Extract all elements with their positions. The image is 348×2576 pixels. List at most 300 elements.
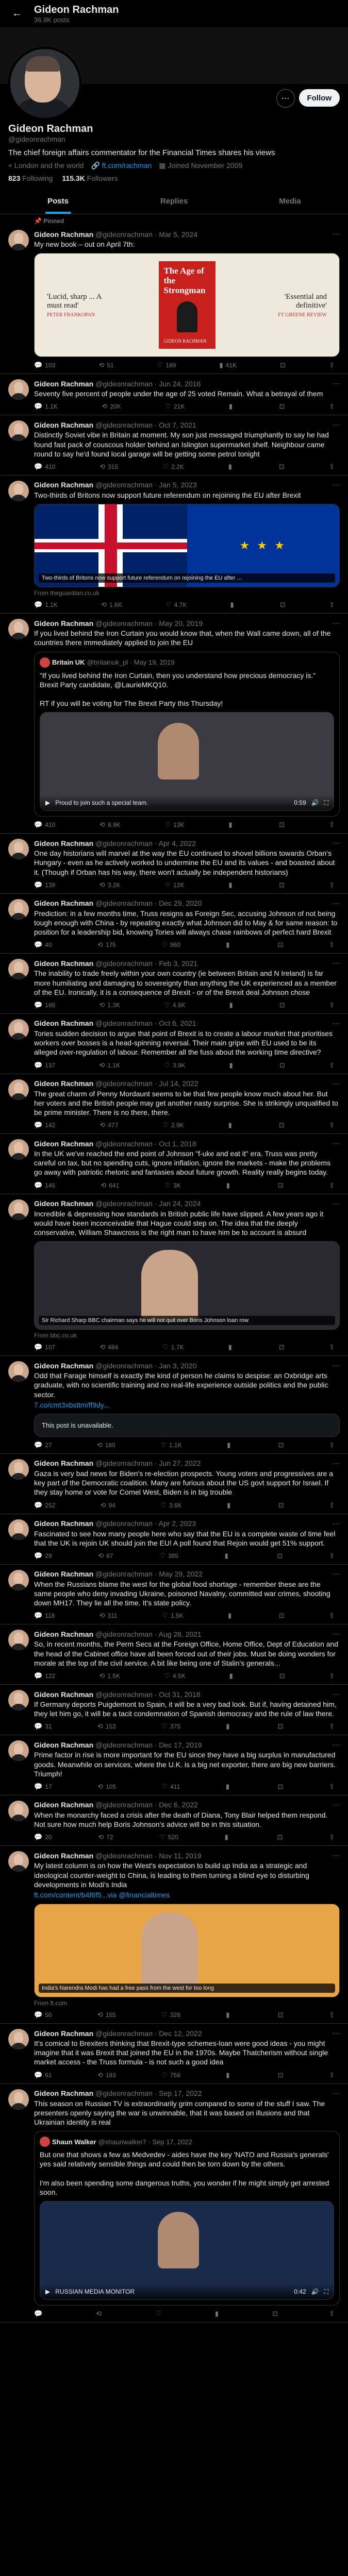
tweet-body	[34, 2089, 340, 2318]
repost-button[interactable]	[98, 1833, 113, 1841]
share-button[interactable]	[329, 941, 335, 949]
tweet-handle-date: @gideonrachman · Jun 24, 2016	[95, 379, 201, 388]
tweet-actions	[34, 1501, 340, 1510]
like-count: 520	[168, 1834, 178, 1841]
link-card-image[interactable]	[34, 1904, 340, 1997]
share-button[interactable]	[329, 601, 335, 609]
bookmark-button[interactable]	[279, 1061, 285, 1070]
like-button[interactable]	[164, 1181, 180, 1190]
share-button[interactable]	[329, 1501, 335, 1510]
book-right-attr: FT GREENE REVIEW	[278, 312, 327, 318]
reply-button[interactable]	[34, 1501, 55, 1510]
tweet[interactable]	[0, 225, 348, 374]
share-button[interactable]	[329, 463, 335, 471]
tweet-link[interactable]: 7.co/cmt3xbsttm/ff9dy...	[34, 1400, 110, 1409]
share-button[interactable]	[329, 1833, 335, 1841]
bookmark-button[interactable]	[280, 361, 286, 369]
tweet[interactable]	[0, 1685, 348, 1735]
tweet-avatar[interactable]	[8, 1519, 29, 1540]
bookmark-icon: ⊡	[278, 1501, 284, 1509]
bookmark-button[interactable]	[278, 2071, 284, 2079]
repost-button[interactable]	[97, 941, 116, 949]
views-button[interactable]	[226, 2071, 232, 2079]
more-icon[interactable]: ⋯	[333, 2029, 340, 2038]
views-button[interactable]	[230, 601, 237, 609]
bookmark-button[interactable]	[279, 1343, 285, 1351]
tweet-avatar[interactable]	[8, 1459, 29, 1480]
repost-button[interactable]	[101, 1501, 115, 1510]
reply-button[interactable]	[34, 1722, 52, 1731]
tweet-avatar[interactable]	[8, 1630, 29, 1650]
photo-subject	[141, 1912, 198, 1990]
like-button[interactable]	[164, 1001, 185, 1009]
tweet-avatar[interactable]	[8, 1139, 29, 1160]
tweet[interactable]	[0, 415, 348, 476]
like-button[interactable]	[160, 1441, 181, 1449]
repost-button[interactable]	[99, 1001, 120, 1009]
bookmark-button[interactable]	[278, 1501, 284, 1510]
tweet-body	[34, 959, 340, 1009]
views-button[interactable]	[226, 1181, 233, 1190]
tweet-author-name[interactable]: Gideon Rachman	[34, 379, 94, 388]
more-icon[interactable]: ⋯	[333, 1079, 340, 1088]
bookmark-button[interactable]	[279, 1001, 285, 1009]
like-button[interactable]	[162, 1343, 184, 1351]
location-text: London and the world	[14, 161, 84, 170]
tweet-avatar[interactable]	[8, 1740, 29, 1761]
bookmark-button[interactable]	[279, 463, 285, 471]
tweet[interactable]	[0, 1846, 348, 2024]
views-button[interactable]	[228, 463, 235, 471]
views-button[interactable]	[219, 361, 237, 369]
repost-button[interactable]	[101, 601, 122, 609]
more-icon[interactable]: ⋯	[333, 1459, 340, 1467]
share-button[interactable]	[329, 2011, 335, 2019]
more-icon[interactable]: ⋯	[333, 1690, 340, 1698]
repost-button[interactable]	[97, 2011, 116, 2019]
bookmark-button[interactable]	[272, 2310, 278, 2318]
reply-count: 139	[45, 881, 56, 889]
tweet-author-name[interactable]: Gideon Rachman	[34, 481, 94, 489]
share-button[interactable]	[329, 1343, 335, 1351]
repost-button[interactable]	[98, 361, 113, 369]
bookmark-button[interactable]	[279, 1672, 285, 1680]
tweet-link[interactable]: ft.com/content/b4f6f5...via @financialtimes	[34, 1890, 170, 1899]
book-title: The Age of the Strongman	[163, 266, 206, 295]
reply-button[interactable]	[34, 1783, 52, 1791]
like-button[interactable]	[162, 1121, 184, 1129]
tweet-text: If you lived behind the Iron Curtain you would know that, when the Wall came down, all of the countries there immediately applied to join the EU	[34, 629, 331, 647]
views-button[interactable]	[228, 1343, 235, 1351]
bookmark-button[interactable]	[279, 881, 285, 889]
reply-button[interactable]	[34, 2071, 52, 2079]
tweet-author-name[interactable]: Gideon Rachman	[34, 619, 94, 628]
views-button[interactable]	[228, 1612, 234, 1620]
views-button[interactable]	[226, 1783, 232, 1791]
like-button[interactable]	[164, 1061, 185, 1070]
website-link[interactable]: ft.com/rachman	[102, 161, 152, 170]
tweet[interactable]	[0, 1074, 348, 1134]
more-icon[interactable]: ⋯	[333, 839, 340, 848]
bookmark-button[interactable]	[278, 1783, 284, 1791]
more-icon[interactable]: ⋯	[333, 1139, 340, 1148]
share-button[interactable]	[329, 1722, 335, 1731]
more-icon[interactable]: ⋯	[333, 1630, 340, 1638]
tweet-avatar[interactable]	[8, 839, 29, 859]
bookmark-button[interactable]	[278, 941, 284, 949]
tweet-avatar[interactable]	[8, 420, 29, 441]
share-button[interactable]	[329, 2310, 335, 2318]
reply-button[interactable]	[34, 402, 58, 411]
arrow-left-icon[interactable]: ←	[12, 8, 22, 19]
bookmark-button[interactable]	[277, 1833, 283, 1841]
tab-posts[interactable]: Posts	[0, 189, 116, 214]
tweet-author-name[interactable]: Gideon Rachman	[34, 1740, 94, 1749]
repost-icon: ⟲	[101, 601, 107, 609]
tweet-body	[34, 1630, 340, 1680]
tweet-avatar[interactable]	[8, 1690, 29, 1710]
tab-replies[interactable]: Replies	[160, 197, 188, 206]
like-button[interactable]	[161, 2071, 180, 2079]
views-button[interactable]	[215, 2310, 221, 2318]
more-icon[interactable]: ⋯	[333, 420, 340, 429]
tweet-author-name[interactable]: Gideon Rachman	[34, 420, 94, 429]
tweet[interactable]	[0, 476, 348, 614]
reply-button[interactable]	[34, 1001, 55, 1009]
tweet-avatar[interactable]	[8, 1851, 29, 1872]
reply-button[interactable]	[34, 1672, 55, 1680]
heart-icon: ♡	[164, 821, 171, 829]
more-icon[interactable]: ⋯	[333, 1569, 340, 1578]
share-button[interactable]	[329, 361, 335, 369]
tweet[interactable]	[0, 614, 348, 834]
tweet-avatar[interactable]	[8, 1361, 29, 1382]
views-button[interactable]	[226, 2011, 232, 2019]
tweet-author-name[interactable]: Gideon Rachman	[34, 1139, 94, 1148]
tweet-author-name[interactable]: Gideon Rachman	[34, 1851, 94, 1860]
quoted-tweet[interactable]	[34, 652, 340, 817]
tweet[interactable]	[0, 1454, 348, 1514]
tweet-author-name[interactable]: Gideon Rachman	[34, 839, 94, 848]
link-card-image[interactable]	[34, 1241, 340, 1330]
bookmark-icon: ⊡	[279, 402, 285, 411]
bookmark-button[interactable]	[280, 601, 286, 609]
tab-media[interactable]: Media	[279, 197, 301, 206]
bookmark-icon: ⊡	[277, 941, 284, 949]
bookmark-button[interactable]	[279, 821, 285, 829]
tweet-author-name[interactable]: Gideon Rachman	[34, 2029, 94, 2038]
tweet-avatar[interactable]	[8, 619, 29, 639]
more-icon[interactable]: ⋯	[333, 959, 340, 968]
views-button[interactable]	[229, 1001, 236, 1009]
share-button[interactable]	[329, 1441, 335, 1449]
repost-button[interactable]	[100, 821, 121, 829]
share-button[interactable]	[329, 1783, 335, 1791]
repost-button[interactable]	[100, 1612, 118, 1620]
reply-button[interactable]	[34, 1121, 55, 1129]
repost-count: 20K	[110, 403, 121, 411]
more-icon[interactable]: ⋯	[333, 1199, 340, 1208]
bookmark-button[interactable]	[278, 2011, 284, 2019]
share-button[interactable]	[329, 2071, 335, 2079]
repost-button[interactable]	[101, 1181, 119, 1190]
like-button[interactable]	[157, 361, 176, 369]
like-button[interactable]	[162, 1783, 180, 1791]
tweet[interactable]	[0, 1194, 348, 1357]
tweet-avatar[interactable]	[8, 1570, 29, 1590]
views-icon: ▮	[226, 1181, 230, 1189]
tweet-avatar[interactable]	[8, 379, 29, 400]
tweet-avatar[interactable]	[8, 959, 29, 979]
views-button[interactable]	[229, 402, 235, 411]
tweet-avatar[interactable]	[8, 899, 29, 920]
views-button[interactable]	[226, 941, 232, 949]
more-icon[interactable]: ⋯	[333, 480, 340, 489]
share-button[interactable]	[329, 1061, 335, 1070]
tweet-author-name[interactable]: Gideon Rachman	[34, 1519, 94, 1528]
more-icon[interactable]: ⋯	[333, 230, 340, 238]
tweet-avatar[interactable]	[8, 481, 29, 501]
reply-count: 27	[45, 1441, 52, 1449]
reply-button[interactable]	[34, 821, 55, 829]
repost-button[interactable]	[100, 1121, 118, 1129]
tweet[interactable]	[0, 2024, 348, 2084]
tweet-actions	[34, 361, 340, 369]
reply-button[interactable]	[34, 1833, 52, 1841]
tweet[interactable]	[0, 1735, 348, 1795]
reply-icon: 💬	[34, 2071, 43, 2079]
reply-count: 17	[45, 1783, 52, 1790]
views-icon: ▮	[230, 601, 234, 609]
like-button[interactable]	[164, 821, 184, 829]
repost-button[interactable]	[98, 1552, 113, 1560]
views-button[interactable]	[225, 1833, 231, 1841]
tweet-avatar[interactable]	[8, 230, 29, 250]
like-count: 1.5K	[170, 1612, 184, 1620]
tweet[interactable]	[0, 1795, 348, 1846]
reply-button[interactable]	[34, 1061, 55, 1070]
reply-icon: 💬	[34, 2011, 43, 2019]
tweet[interactable]	[0, 1514, 348, 1565]
reply-button[interactable]	[34, 1441, 52, 1449]
fullscreen-icon[interactable]: ⛶	[324, 799, 328, 806]
share-button[interactable]	[329, 1121, 335, 1129]
views-button[interactable]	[229, 1061, 236, 1070]
tweet-avatar[interactable]	[8, 2029, 29, 2049]
like-button[interactable]	[162, 463, 184, 471]
reply-button[interactable]	[34, 601, 58, 609]
tweet[interactable]	[0, 954, 348, 1014]
views-button[interactable]	[226, 1722, 232, 1731]
bookmark-button[interactable]	[279, 1612, 285, 1620]
like-button[interactable]	[165, 402, 185, 411]
views-button[interactable]	[228, 1121, 235, 1129]
tweet-author-name[interactable]: Gideon Rachman	[34, 959, 94, 968]
video-controls	[40, 795, 334, 810]
followers-stat[interactable]	[62, 174, 118, 182]
tweet-author-name[interactable]: Gideon Rachman	[34, 1690, 94, 1699]
reply-button[interactable]	[34, 1343, 55, 1351]
repost-button[interactable]	[97, 1783, 116, 1791]
tweet-author-name[interactable]: Gideon Rachman	[34, 1801, 94, 1809]
reply-button[interactable]	[34, 881, 55, 889]
share-button[interactable]	[329, 1612, 335, 1620]
repost-button[interactable]	[97, 1722, 116, 1731]
tweet-avatar[interactable]	[8, 1199, 29, 1220]
video-player[interactable]	[40, 712, 334, 811]
share-button[interactable]	[329, 1181, 335, 1190]
share-button[interactable]	[329, 1672, 335, 1680]
share-icon: ⇪	[329, 1782, 335, 1790]
like-button[interactable]	[164, 1672, 185, 1680]
tweet-author-name[interactable]: Gideon Rachman	[34, 1361, 94, 1370]
following-stat[interactable]	[8, 174, 53, 182]
reply-button[interactable]	[34, 2011, 52, 2019]
bookmark-button[interactable]	[278, 1181, 284, 1190]
book-promo-image[interactable]	[34, 253, 340, 357]
views-button[interactable]	[228, 881, 235, 889]
reply-button[interactable]	[34, 941, 52, 949]
tweet-avatar[interactable]	[8, 1801, 29, 1821]
views-button[interactable]	[225, 1552, 231, 1560]
reply-button[interactable]	[34, 2310, 45, 2318]
more-icon[interactable]: ⋯	[333, 619, 340, 628]
views-button[interactable]	[227, 1441, 233, 1449]
more-icon[interactable]: ⋯	[333, 1851, 340, 1860]
like-button[interactable]	[161, 1722, 180, 1731]
more-icon[interactable]: ⋯	[276, 89, 295, 108]
more-icon[interactable]: ⋯	[333, 1019, 340, 1027]
bookmark-button[interactable]	[277, 1552, 283, 1560]
fullscreen-icon[interactable]: ⛶	[324, 2287, 328, 2295]
reply-button[interactable]	[34, 463, 55, 471]
more-icon[interactable]: ⋯	[333, 2089, 340, 2097]
share-button[interactable]	[329, 821, 335, 829]
more-icon[interactable]: ⋯	[333, 899, 340, 907]
like-button[interactable]	[160, 1501, 181, 1510]
play-icon[interactable]: ▶	[45, 799, 51, 807]
like-button[interactable]	[159, 1552, 178, 1560]
more-icon[interactable]: ⋯	[333, 1740, 340, 1749]
repost-button[interactable]	[100, 1343, 118, 1351]
follow-button[interactable]: Follow	[299, 89, 340, 107]
more-icon[interactable]: ⋯	[333, 1800, 340, 1809]
tweet-author-name[interactable]: Gideon Rachman	[34, 1459, 94, 1468]
repost-count: 105	[106, 1783, 117, 1790]
repost-button[interactable]	[102, 402, 121, 411]
views-button[interactable]	[229, 1672, 236, 1680]
repost-button[interactable]	[100, 881, 121, 889]
bookmark-button[interactable]	[279, 402, 285, 411]
like-button[interactable]	[161, 941, 180, 949]
tweet-text: My new book – out on April 7th:	[34, 240, 135, 248]
tweet[interactable]	[0, 1134, 348, 1194]
tweet-avatar[interactable]	[8, 1019, 29, 1040]
tweet-author-name[interactable]: Gideon Rachman	[34, 1079, 94, 1088]
repost-icon: ⟲	[100, 462, 106, 470]
bookmark-button[interactable]	[279, 1121, 285, 1129]
tweet-actions	[34, 463, 340, 471]
views-button[interactable]	[228, 821, 235, 829]
share-button[interactable]	[329, 1001, 335, 1009]
reply-button[interactable]	[34, 361, 55, 369]
tweet[interactable]	[0, 834, 348, 894]
bookmark-button[interactable]	[278, 1722, 284, 1731]
views-button[interactable]	[227, 1501, 233, 1510]
followers-label: Followers	[87, 174, 118, 182]
like-button[interactable]	[162, 1612, 183, 1620]
heart-icon: ♡	[162, 1612, 168, 1620]
more-icon[interactable]: ⋯	[333, 1361, 340, 1370]
play-icon[interactable]: ▶	[45, 2288, 51, 2296]
bookmark-icon: ⊡	[279, 821, 285, 829]
quoted-tweet[interactable]	[34, 2131, 340, 2306]
tweet[interactable]	[0, 894, 348, 954]
repost-button[interactable]	[99, 1061, 120, 1070]
tweet-avatar[interactable]	[8, 1079, 29, 1100]
like-button[interactable]	[161, 2011, 180, 2019]
bookmark-icon: ⊡	[278, 1440, 284, 1449]
tweet-body	[34, 1570, 340, 1620]
repost-button[interactable]	[97, 2071, 116, 2079]
tweet-author-name[interactable]: Gideon Rachman	[34, 1019, 94, 1028]
more-icon[interactable]: ⋯	[333, 1519, 340, 1528]
tweet[interactable]	[0, 1014, 348, 1074]
tweet-author-name[interactable]: Gideon Rachman	[34, 1570, 94, 1579]
repost-button[interactable]	[97, 1441, 115, 1449]
joined: ▦ Joined November 2009	[159, 161, 243, 170]
header-post-count: 36.9K posts	[34, 15, 70, 24]
video-player[interactable]	[40, 2201, 334, 2300]
quote-name: Shaun Walker	[52, 2138, 96, 2146]
book-quote-left	[47, 293, 109, 318]
share-button[interactable]	[329, 881, 335, 889]
tweet[interactable]	[0, 1356, 348, 1454]
share-button[interactable]	[329, 402, 335, 411]
like-button[interactable]	[159, 1833, 178, 1841]
more-icon[interactable]: ⋯	[333, 379, 340, 388]
volume-icon[interactable]: 🔊	[311, 799, 319, 807]
tweet-body	[34, 1801, 340, 1841]
reply-button[interactable]	[34, 1612, 55, 1620]
website[interactable]: 🔗 ft.com/rachman	[91, 161, 152, 170]
reply-button[interactable]	[34, 1181, 55, 1190]
tweet[interactable]	[0, 2084, 348, 2323]
tweet[interactable]	[0, 374, 348, 415]
tweet-author-name[interactable]: Gideon Rachman	[34, 2089, 94, 2098]
avatar[interactable]	[8, 47, 81, 120]
like-button[interactable]	[165, 601, 187, 609]
tweet-author-name[interactable]: Gideon Rachman	[34, 230, 94, 239]
volume-icon[interactable]: 🔊	[311, 2288, 319, 2296]
repost-button[interactable]	[96, 2310, 104, 2318]
repost-button[interactable]	[99, 1672, 120, 1680]
tweet[interactable]	[0, 1565, 348, 1625]
flags-image[interactable]	[34, 504, 340, 587]
share-button[interactable]	[329, 1552, 335, 1560]
tweet-avatar[interactable]	[8, 2089, 29, 2110]
bookmark-button[interactable]	[278, 1441, 284, 1449]
tweet-author-name[interactable]: Gideon Rachman	[34, 1199, 94, 1208]
tweet-author-name[interactable]: Gideon Rachman	[34, 1630, 94, 1638]
like-button[interactable]	[164, 881, 184, 889]
reply-button[interactable]	[34, 1552, 52, 1560]
tweet[interactable]	[0, 1624, 348, 1685]
tweet-author-name[interactable]: Gideon Rachman	[34, 899, 94, 908]
like-button[interactable]	[155, 2310, 164, 2318]
repost-button[interactable]	[100, 463, 118, 471]
video-controls	[40, 2284, 334, 2299]
